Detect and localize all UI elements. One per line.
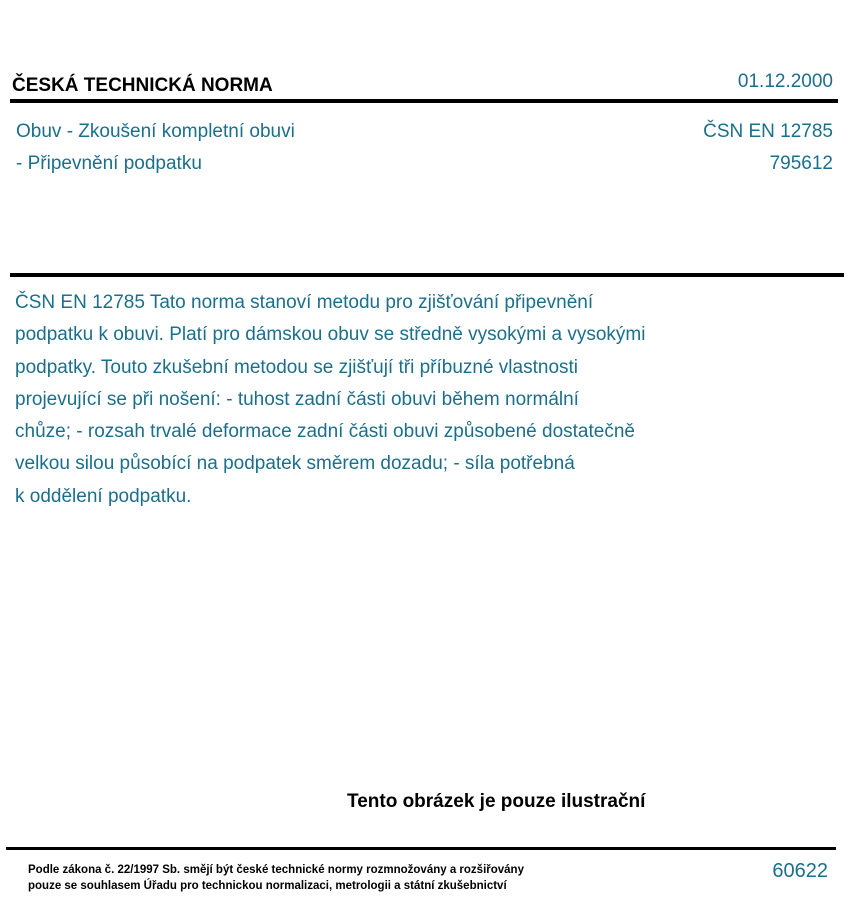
illustration-disclaimer: Tento obrázek je pouze ilustrační xyxy=(347,791,646,812)
document-type-title: ČESKÁ TECHNICKÁ NORMA xyxy=(12,75,273,96)
issue-date: 01.12.2000 xyxy=(737,71,833,92)
standard-subject xyxy=(16,116,295,180)
legal-notice xyxy=(28,862,524,894)
catalog-number: 60622 xyxy=(772,860,828,882)
standard-identifiers xyxy=(703,116,833,180)
classification-code: 795612 xyxy=(769,153,833,174)
abstract-text xyxy=(15,287,775,513)
subject-line-2: - Připevnění podpatku xyxy=(16,153,202,174)
abstract-line: k oddělení podpatku. xyxy=(15,485,192,507)
abstract-line: chůze; - rozsah trvalé deformace zadní části obuvi způsobené dostatečně xyxy=(15,421,635,443)
abstract-line: ČSN EN 12785 Tato norma stanoví metodu pro zjišťování připevnění xyxy=(15,292,594,313)
abstract-line: podpatky. Touto zkušební metodou se zjišťují tři příbuzné vlastnosti xyxy=(15,356,579,378)
standard-designation: ČSN EN 12785 xyxy=(703,121,833,142)
abstract-line: velkou silou působící na podpatek směrem dozadu; - síla potřebná xyxy=(15,453,575,475)
abstract-line: podpatku k obuvi. Platí pro dámskou obuv se středně vysokými a vysokými xyxy=(15,324,646,346)
legal-line-1: Podle zákona č. 22/1997 Sb. smějí být české technické normy rozmnožovány a rozšiřovány xyxy=(28,864,524,876)
section-divider xyxy=(10,273,844,277)
header-divider xyxy=(10,99,838,103)
abstract-line: projevující se při nošení: - tuhost zadní části obuvi během normální xyxy=(15,388,579,410)
footer-divider xyxy=(6,847,836,850)
legal-line-2: pouze se souhlasem Úřadu pro technickou normalizaci, metrologii a státní zkušebnictví xyxy=(28,880,507,892)
subject-line-1: Obuv - Zkoušení kompletní obuvi xyxy=(16,121,295,142)
